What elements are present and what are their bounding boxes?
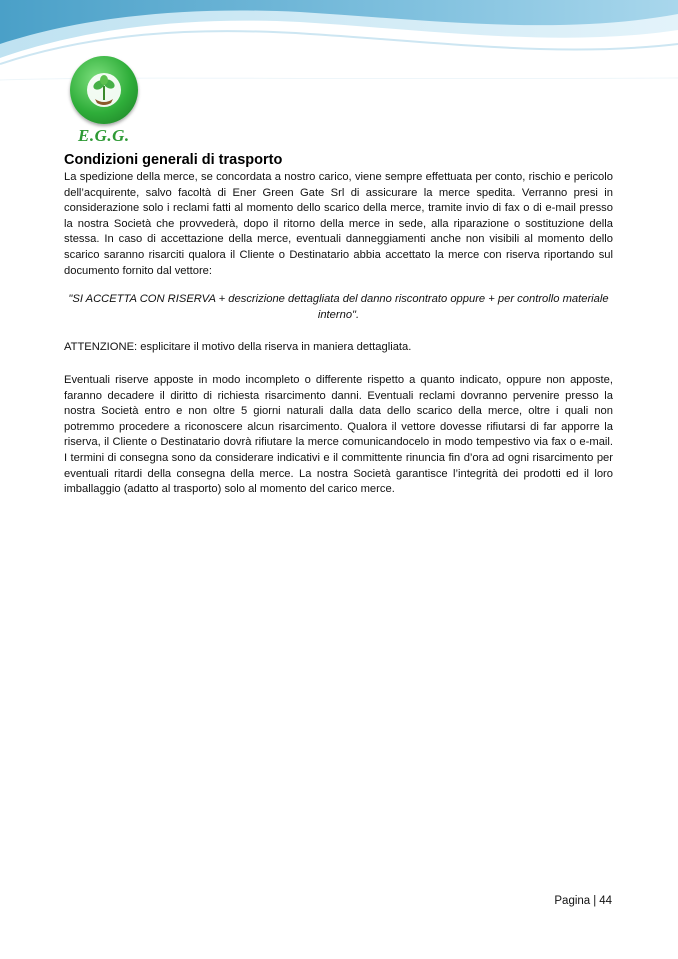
- page-separator: |: [593, 895, 597, 907]
- page-title: Condizioni generali di trasporto: [64, 152, 283, 168]
- document-body: [64, 152, 613, 498]
- plant-globe-icon: [70, 56, 138, 124]
- company-logo: [68, 56, 140, 146]
- logo-emblem: [70, 56, 138, 124]
- logo-text: E.G.G.: [78, 126, 130, 145]
- reservation-quote: "SI ACCETTA CON RISERVA + descrizione dettagliata del danno riscontrato oppure + per controllo materiale interno".: [68, 293, 609, 321]
- page-label: Pagina: [554, 895, 591, 907]
- attention-note: ATTENZIONE: esplicitare il motivo della riserva in maniera dettagliata.: [64, 341, 412, 354]
- paragraph-claims-terms: Eventuali riserve apposte in modo incompleto o differente rispetto a quanto indicato, oppure non apposte, faranno decadere il diritto di richiesta risarcimento danni. Eventuali reclami dovranno pervenire presso la nostra Società entro e non oltre 5 giorni naturali dalla data dello scarico della merce, oltre i quali non potremmo procedere a riconoscere alcun risarcimento. Qualora il vettore dovesse rifiutarsi di far apporre la riserva, il Cliente o Destinatario dovrà rifiutare la merce comunicandocelo in modo tempestivo via fax o e-mail. I termini di consegna sono da considerare indicativi e il committente rinuncia fin d’ora ad ogni risarcimento per eventuali ritardi della consegna della merce. La nostra Società garantisce l’integrità dei prodotti ed il loro imballaggio (adatto al trasporto) solo al momento del carico merce.: [64, 373, 613, 496]
- page-footer: [554, 895, 612, 907]
- page-number: 44: [599, 895, 612, 907]
- paragraph-shipping-terms: La spedizione della merce, se concordata a nostro carico, viene sempre effettuata per conto, rischio e pericolo dell’acquirente, salvo facoltà di Ener Green Gate Srl di assicurare la merce spedita. Verranno presi in considerazione solo i reclami fatti al momento dello scarico della merce, tramite invio di fax o di e-mail presso la nostra Società che provvederà, dopo il ritorno della merce in sede, alla riparazione o sostituzione della stessa. In caso di accettazione della merce, eventuali danneggiamenti anche non visibili al momento dello scarico saranno risarciti qualora il Cliente o Destinatario abbia accettato la merce con riserva riportando sul documento fornito dal vettore:: [64, 171, 613, 277]
